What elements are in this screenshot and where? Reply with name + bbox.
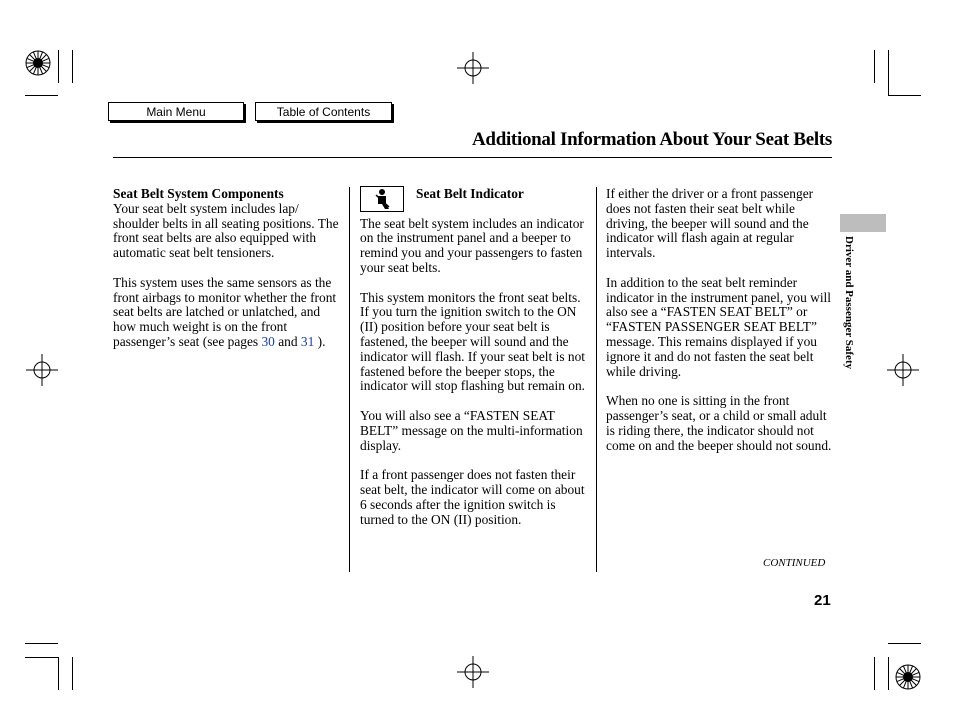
column-divider <box>596 187 597 572</box>
title-divider <box>113 157 832 158</box>
section-heading: Seat Belt System Components <box>113 186 284 201</box>
column-divider <box>349 187 350 572</box>
section-tab <box>840 214 886 232</box>
sunburst-mark-icon <box>895 664 921 690</box>
paragraph <box>113 276 345 350</box>
paragraph-text: This system uses the same sensors as the front airbags to monitor whether the front seat belts are latched or unlatched, and how much weight is on the front passenger’s seat (see pages <box>113 274 337 349</box>
page-30-link[interactable]: 30 <box>261 333 275 349</box>
column-3 <box>606 187 834 468</box>
paragraph: When no one is sitting in the front passenger’s seat, or a child or small adult is riding there, the indicator should not come on and the beeper should not sound. <box>606 393 832 453</box>
paragraph: The seat belt system includes an indicator on the instrument panel and a beeper to remind you and your passengers to fasten your seat belts. <box>360 215 584 275</box>
column-1 <box>113 187 345 365</box>
continued-label: CONTINUED <box>763 557 826 569</box>
section-tab-label: Driver and Passenger Safety <box>843 236 855 370</box>
paragraph: In addition to the seat belt reminder indicator in the instrument panel, you will also see a “FASTEN SEAT BELT” or “FASTEN PASSENGER SEAT BELT” message. This remains displayed if you ignore it and do not fasten the seat belt while driving. <box>606 274 831 379</box>
registration-mark-icon <box>26 354 58 386</box>
paragraph-text: ). <box>314 333 326 349</box>
registration-mark-icon <box>457 52 489 84</box>
table-of-contents-button[interactable]: Table of Contents <box>255 102 392 121</box>
main-menu-button[interactable]: Main Menu <box>108 102 244 121</box>
sunburst-mark-icon <box>25 50 51 76</box>
registration-mark-icon <box>457 656 489 688</box>
page-31-link[interactable]: 31 <box>300 333 315 349</box>
paragraph: Your seat belt system includes lap/ shoulder belts in all seating positions. The front seat belts are also equipped with automatic seat belt tensioners. <box>113 200 339 261</box>
page-number: 21 <box>814 592 831 609</box>
section-heading: Seat Belt Indicator <box>416 186 524 201</box>
paragraph: This system monitors the front seat belts. If you turn the ignition switch to the ON (II) position before your seat belt is fastened, the beeper will sound and the indicator will flash. If your seat belt is not fastened before the beeper stops, the indicator will stop flashing but remain on. <box>360 289 585 394</box>
page-title: Additional Information About Your Seat Belts <box>472 129 832 150</box>
paragraph: If a front passenger does not fasten their seat belt, the indicator will come on about 6 seconds after the ignition switch is turned to the ON (II) position. <box>360 467 585 527</box>
paragraph: If either the driver or a front passenger does not fasten their seat belt while driving, the beeper will sound and the indicator will flash again at regular intervals. <box>606 186 814 261</box>
paragraph-text: and <box>274 333 301 349</box>
registration-mark-icon <box>887 354 919 386</box>
column-2 <box>360 187 590 542</box>
paragraph: You will also see a “FASTEN SEAT BELT” message on the multi-information display. <box>360 407 583 453</box>
